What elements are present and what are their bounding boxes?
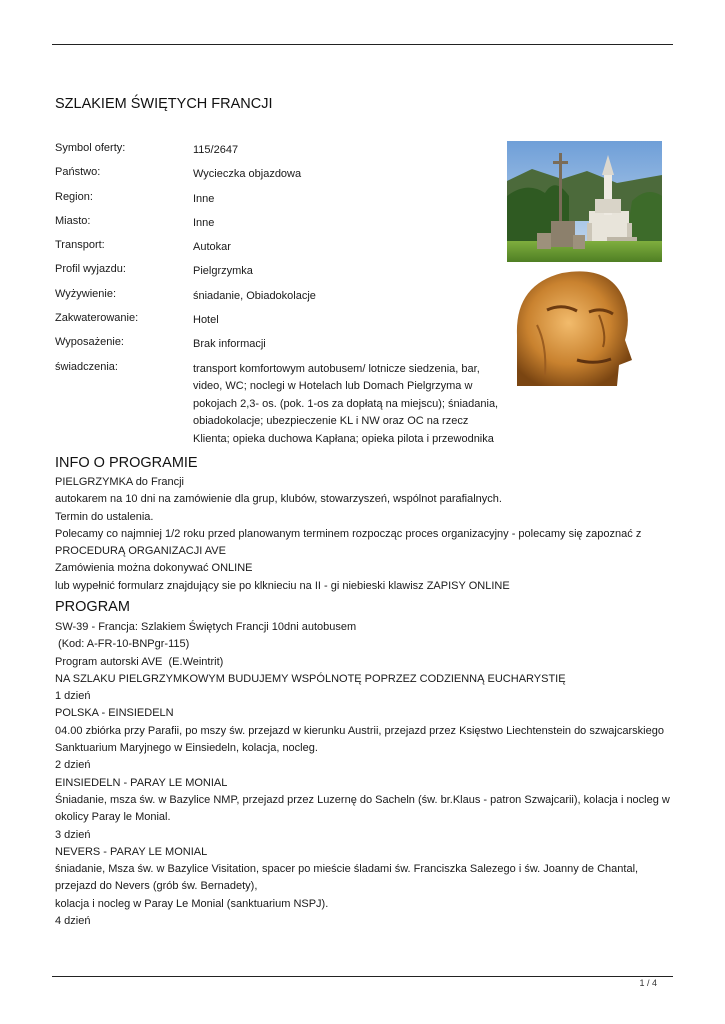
- spec-row: [55, 166, 505, 190]
- spec-value-line: Klienta; opieka duchowa Kapłana; opieka pilota i przewodnika: [193, 432, 494, 445]
- spec-label: Profil wyjazdu:: [55, 263, 126, 276]
- program-line: kolacja i nocleg w Paray Le Monial (sanktuarium NSPJ).: [55, 897, 329, 910]
- info-line: Termin do ustalenia.: [55, 510, 154, 523]
- spec-row: [55, 312, 505, 336]
- spec-row: [55, 239, 505, 263]
- offer-details: [55, 142, 505, 461]
- program-line: EINSIEDELN - PARAY LE MONIAL: [55, 776, 228, 789]
- spec-value: Inne: [193, 192, 215, 205]
- info-line: Polecamy co najmniej 1/2 roku przed planowanym terminem rozpocząc proces organizacyjny - polecamy się zapoznać z: [55, 527, 642, 540]
- page-title: SZLAKIEM ŚWIĘTYCH FRANCJI: [55, 96, 273, 112]
- bust-portrait-photo: [507, 265, 662, 386]
- program-line: Program autorski AVE (E.Weintrit): [55, 655, 224, 668]
- spec-label: Wyżywienie:: [55, 287, 117, 300]
- program-line: śniadanie, Msza św. w Bazylice Visitation, spacer po mieście śladami św. Franciszka Salezego i św. Joanny de Chantal,: [55, 863, 639, 876]
- program-line: 2 dzień: [55, 759, 91, 772]
- spec-value: Pielgrzymka: [193, 265, 253, 278]
- spec-value: Hotel: [193, 314, 219, 327]
- program-line: 4 dzień: [55, 915, 91, 928]
- program-line: (Kod: A-FR-10-BNPgr-115): [55, 638, 190, 651]
- spec-row: [55, 191, 505, 215]
- spec-row: [55, 336, 505, 360]
- spec-row: [55, 361, 505, 461]
- spec-value-line: video, WC; noclegi w Hotelach lub Domach Pielgrzyma w: [193, 380, 473, 393]
- program-text: [55, 619, 675, 930]
- program-line: NA SZLAKU PIELGRZYMKOWYM BUDUJEMY WSPÓLNOTĘ POPRZEZ CODZIENNĄ EUCHARYSTIĘ: [55, 672, 566, 685]
- program-line: 3 dzień: [55, 828, 91, 841]
- spec-value-multiline: [193, 361, 505, 449]
- info-line: PIELGRZYMKA do Francji: [55, 476, 184, 488]
- spec-label: Państwo:: [55, 166, 101, 179]
- program-line: Sanktuarium Maryjnego w Einsiedeln, kolacja, nocleg.: [55, 742, 318, 755]
- spec-value: śniadanie, Obiadokolacje: [193, 289, 316, 302]
- spec-value: Autokar: [193, 241, 231, 254]
- spec-row: [55, 263, 505, 287]
- spec-label: Wyposażenie:: [55, 336, 124, 349]
- info-text: [55, 474, 675, 595]
- program-line: 04.00 zbiórka przy Parafii, po mszy św. przejazd w kierunku Austrii, przejazd przez Księstwo Liechtenstein do szwajcarskiego: [55, 724, 664, 737]
- spec-value: 115/2647: [193, 144, 239, 156]
- spec-label: Symbol oferty:: [55, 142, 126, 154]
- spec-value: Wycieczka objazdowa: [193, 168, 302, 181]
- program-line: przejazd do Nevers (grób św. Bernadety),: [55, 880, 258, 893]
- info-line: autokarem na 10 dni na zamówienie dla grup, klubów, stowarzyszeń, wspólnot parafialnych.: [55, 493, 502, 506]
- spec-label: świadczenia:: [55, 360, 118, 373]
- basilica-photo: [507, 141, 662, 262]
- spec-label: Region:: [55, 190, 93, 203]
- spec-row: [55, 142, 505, 166]
- footer-rule: [52, 976, 673, 977]
- info-line: lub wypełnić formularz znajdujący sie po klknieciu na II - gi niebieski klawisz ZAPISY ONLINE: [55, 579, 510, 592]
- program-line: okolicy Paray le Monial.: [55, 811, 171, 824]
- spec-row: [55, 215, 505, 239]
- spec-value: Inne: [193, 216, 215, 229]
- header-rule: [52, 44, 673, 45]
- program-line: Śniadanie, msza św. w Bazylice NMP, przejazd przez Luzernę do Sacheln (św. br.Klaus - patron Szwajcarii), kolacja i nocleg w: [55, 793, 670, 806]
- page-number: 1 / 4: [639, 978, 657, 988]
- spec-label: Zakwaterowanie:: [55, 312, 139, 325]
- spec-row: [55, 288, 505, 312]
- spec-label: Transport:: [55, 239, 105, 252]
- spec-value-line: transport komfortowym autobusem/ lotnicze siedzenia, bar,: [193, 362, 480, 375]
- spec-value: Brak informacji: [193, 338, 266, 351]
- program-heading: PROGRAM: [55, 599, 130, 615]
- info-line: PROCEDURĄ ORGANIZACJI AVE: [55, 545, 226, 558]
- program-line: POLSKA - EINSIEDELN: [55, 707, 174, 720]
- spec-label: Miasto:: [55, 214, 91, 227]
- info-heading: INFO O PROGRAMIE: [55, 455, 198, 471]
- info-line: Zamówienia można dokonywać ONLINE: [55, 562, 253, 575]
- program-line: 1 dzień: [55, 690, 91, 703]
- program-line: SW-39 - Francja: Szlakiem Świętych Francji 10dni autobusem: [55, 621, 357, 633]
- spec-value-line: obiadokolacje; ubezpieczenie KL i NW oraz OC na rzecz: [193, 415, 469, 428]
- spec-value-line: pokojach 2,3- os. (pok. 1-os za dopłatą na miejscu); śniadania,: [193, 397, 499, 410]
- program-line: NEVERS - PARAY LE MONIAL: [55, 845, 208, 858]
